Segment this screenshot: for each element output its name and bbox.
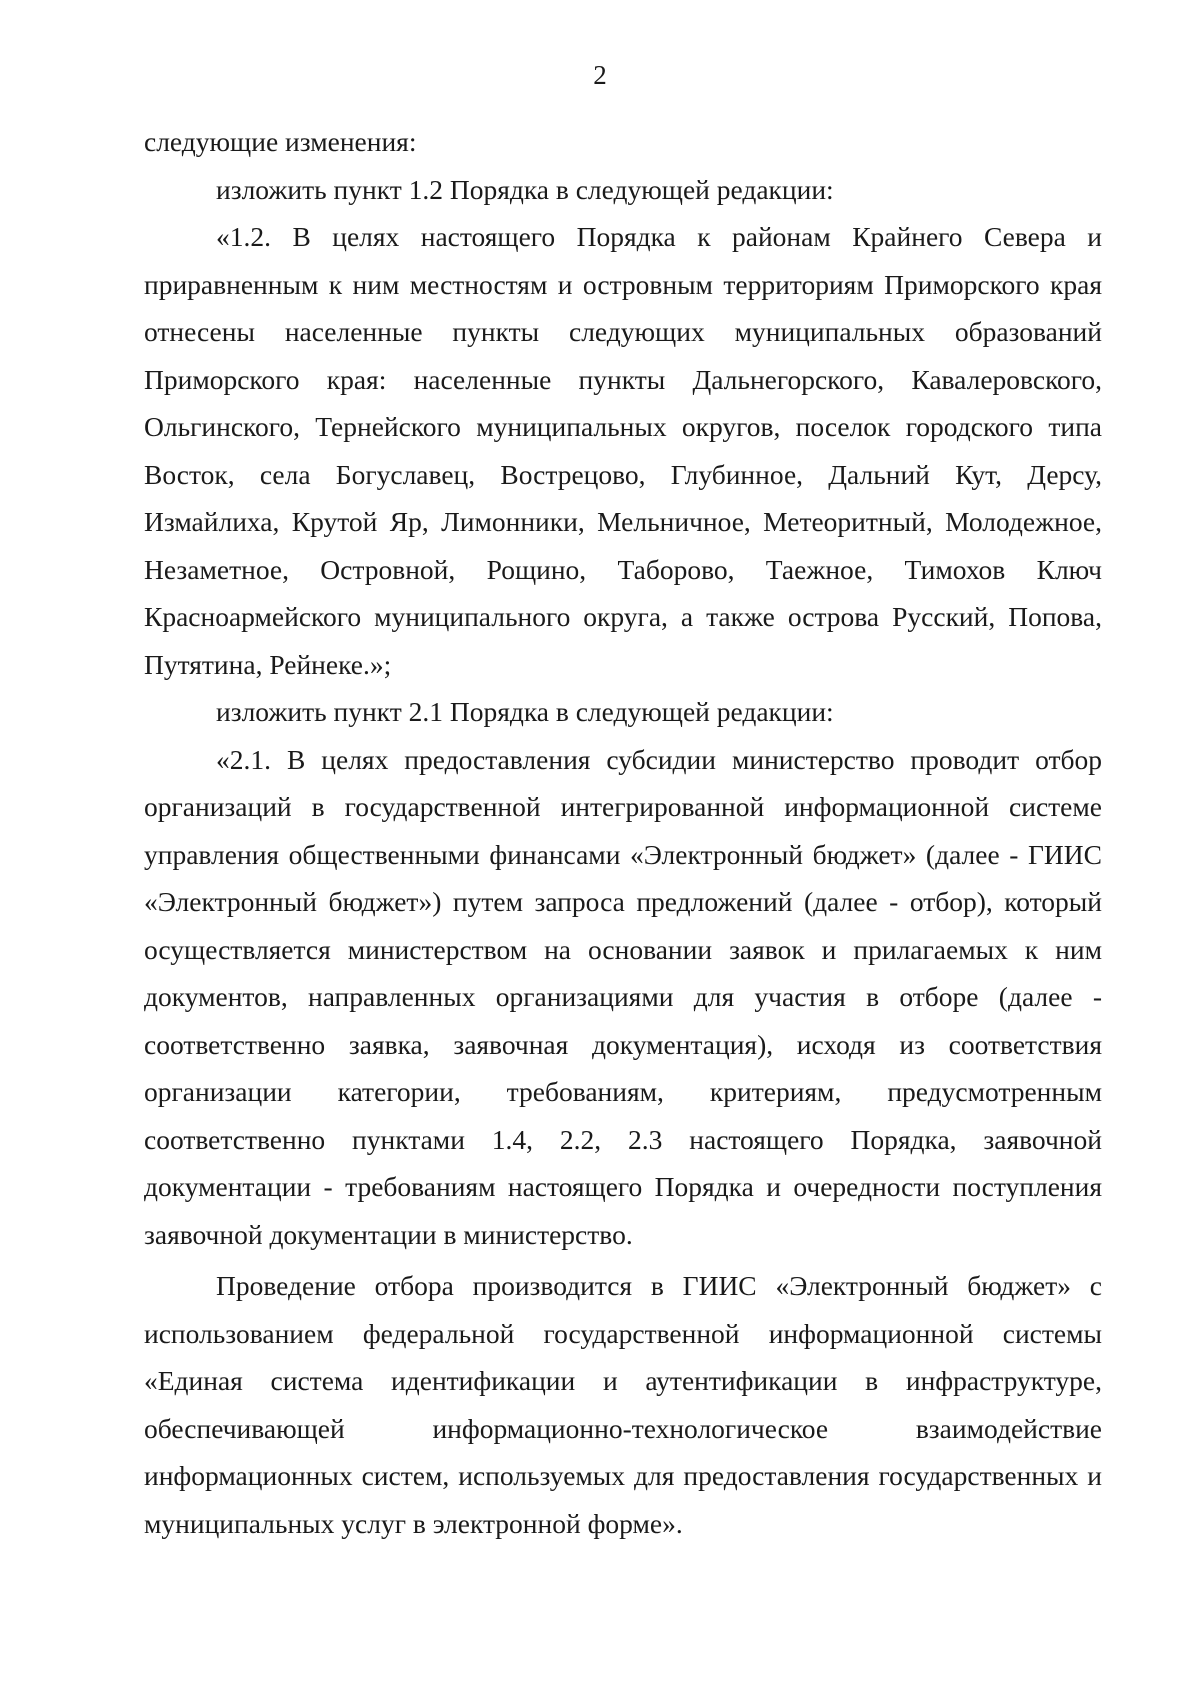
document-body (144, 118, 1102, 1547)
paragraph-instruction-2-1: изложить пункт 2.1 Порядка в следующей редакции: (216, 696, 834, 727)
paragraph-instruction-1-2: изложить пункт 1.2 Порядка в следующей редакции: (216, 173, 834, 205)
page-number: 2 (593, 60, 607, 90)
paragraph-clause-1-2: «1.2. В целях настоящего Порядка к районам Крайнего Севера и приравненным к ним местностям и островным территориям Приморского края отнесены населенные пункты следующих муниципальных образований Приморского края: населенные пункты Дальнегорского, Кавалеровского, Ольгинского, Тернейского муниципальных округов, поселок городского типа Восток, села Богуславец, Вострецово, Глубинное, Дальний Кут, Дерсу, Измайлиха, Крутой Яр, Лимонники, Мельничное, Метеоритный, Молодежное, Незаметное, Островной, Рощино, Таборово, Таежное, Тимохов Ключ Красноармейского муниципального округа, а также острова Русский, Попова, Путятина, Рейнеке.»; (144, 221, 1102, 680)
paragraph-intro: следующие изменения: (144, 126, 417, 157)
paragraph-clause-2-1: «2.1. В целях предоставления субсидии министерство проводит отбор организаций в государственной интегрированной информационной системе управления общественными финансами «Электронный бюджет» (далее - ГИИС «Электронный бюджет») путем запроса предложений (далее - отбор), который осуществляется министерством на основании заявок и прилагаемых к ним документов, направленных организациями для участия в отборе (далее - соответственно заявка, заявочная документация), исходя из соответствия организации категории, требованиям, критериям, предусмотренным соответственно пунктами 1.4, 2.2, 2.3 настоящего Порядка, заявочной документации - требованиям настоящего Порядка и очередности поступления заявочной документации в министерство. (144, 743, 1102, 1250)
paragraph-selection-procedure: Проведение отбора производится в ГИИС «Электронный бюджет» с использованием федеральной государственной информационной системы «Единая система идентификации и аутентификации в инфраструктуре, обеспечивающей информационно-технологическое взаимодействие информационных систем, используемых для предоставления государственных и муниципальных услуг в электронной форме». (144, 1270, 1102, 1539)
